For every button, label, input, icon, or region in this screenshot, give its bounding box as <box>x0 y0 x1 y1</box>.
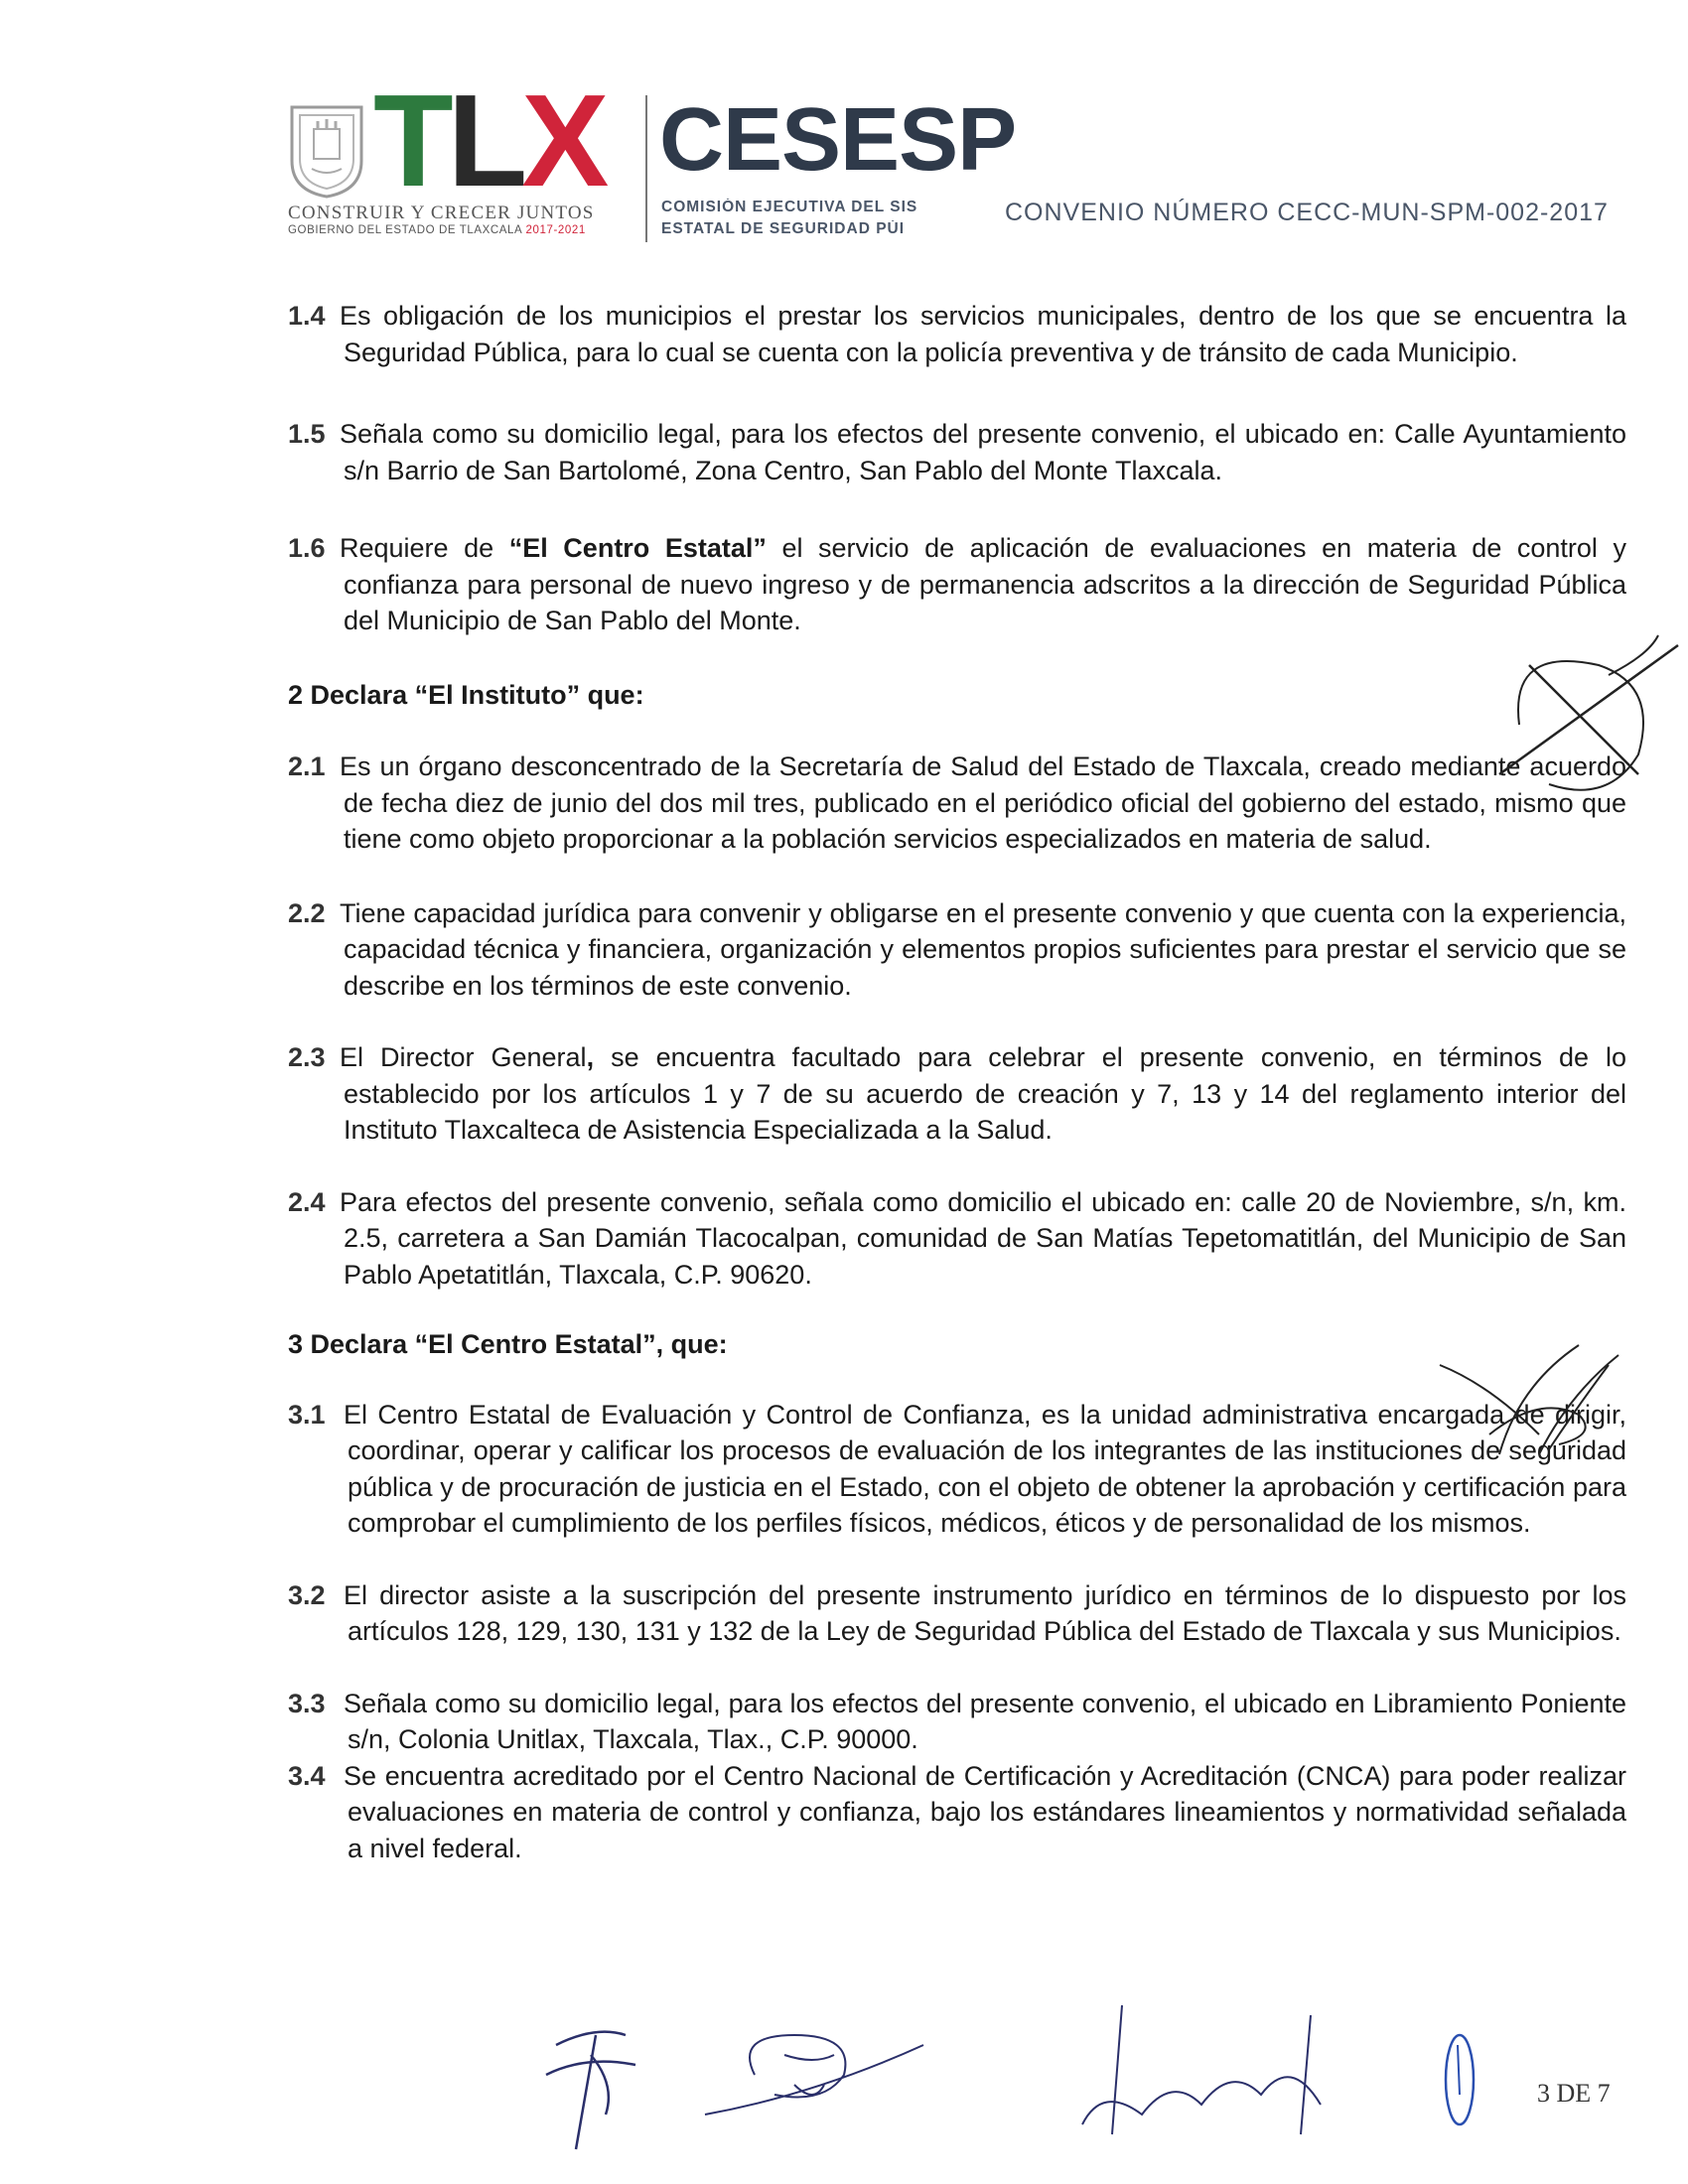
clause-1-4: 1.4 Es obligación de los municipios el prestar los servicios municipales, dentro de los que se encuentra la Seguridad Pública, para lo cual se cuenta con la policía preventiva y de tránsito de cada Municipio. <box>288 301 1626 367</box>
signature-2 <box>695 2015 933 2134</box>
signature-1 <box>536 2015 655 2154</box>
logo-tagline: CONSTRUIR Y CRECER JUNTOS <box>288 203 595 223</box>
clause-3-2: 3.2 El director asiste a la suscripción del presente instrumento jurídico en términos de lo dispuesto por los artículos 128, 129, 130, 131 y 132 de la Ley de Seguridad Pública del Estado de Tlaxcala y sus Municipios. <box>288 1579 1626 1646</box>
clause-3-4: 3.4 Se encuentra acreditado por el Centro Nacional de Certificación y Acreditación (CNCA) para poder realizar evaluaciones en materia de control y confianza, bajo los estándares lineamientos y normatividad señalada a nivel federal. <box>288 1760 1626 1863</box>
clause-2-4: 2.4 Para efectos del presente convenio, señala como domicilio el ubicado en: calle 20 de Noviembre, s/n, km. 2.5, carretera a San Damián Tlacocalpan, comunidad de San Matías Tepetomatitlán, del Municipio de San Pablo Apetatitlán, Tlaxcala, C.P. 90620. <box>288 1186 1626 1290</box>
header-divider <box>645 95 647 242</box>
logo-government-line: GOBIERNO DEL ESTADO DE TLAXCALA 2017-2021 <box>288 224 586 236</box>
convenio-number: CONVENIO NÚMERO CECC-MUN-SPM-002-2017 <box>1005 199 1609 226</box>
document-body <box>288 298 1626 1866</box>
clause-1-5: 1.5 Señala como su domicilio legal, para los efectos del presente convenio, el ubicado en: Calle Ayuntamiento s/n Barrio de San Bartolomé, Zona Centro, San Pablo del Monte Tlaxcala. <box>288 419 1626 485</box>
clause-1-6: 1.6 Requiere de “El Centro Estatal” el servicio de aplicación de evaluaciones en materia de control y confianza para personal de nuevo ingreso y de permanencia adscritos a la dirección de Seguridad Pública del Municipio de San Pablo del Monte. <box>288 533 1626 635</box>
clause-2-3: 2.3 El Director General, se encuentra facultado para celebrar el presente convenio, en términos de lo establecido por los artículos 1 y 7 de su acuerdo de creación y 7, 13 y 14 del reglamento interior del Instituto Tlaxcalteca de Asistencia Especializada a la Salud. <box>288 1042 1626 1145</box>
margin-signature-mark-2 <box>1430 1325 1628 1464</box>
clause-2-1: 2.1 Es un órgano desconcentrado de la Secretaría de Salud del Estado de Tlaxcala, creado mediante acuerdo de fecha diez de junio del dos mil tres, publicado en el periódico oficial del gobierno del estado, mismo que tiene como objeto proporcionar a la población servicios especializados en materia de salud. <box>288 751 1626 854</box>
tlx-logo: TLX <box>373 68 604 213</box>
section-3-heading: 3 Declara “El Centro Estatal”, que: <box>288 1329 728 1359</box>
clause-3-1: 3.1 El Centro Estatal de Evaluación y Control de Confianza, es la unidad administrativa encargada de dirigir, coordinar, operar y calificar los procesos de evaluación de los integrantes de las instituciones de seguridad pública y de procuración de justicia en el Estado, con el objeto de obtener la aprobación y certificación para comprobar el cumplimiento de los perfiles físicos, médicos, éticos y de personalidad de los mismos. <box>288 1399 1626 1538</box>
state-seal-icon <box>288 99 365 199</box>
clause-2-2: 2.2 Tiene capacidad jurídica para convenir y obligarse en el presente convenio y que cuenta con la experiencia, capacidad técnica y financiera, organización y elementos propios suficientes para prestar el servicio que se describe en los términos de este convenio. <box>288 897 1626 1001</box>
page-number: 3 DE 7 <box>1537 2079 1611 2108</box>
margin-signature-mark-1 <box>1489 606 1688 814</box>
section-2-heading: 2 Declara “El Instituto” que: <box>288 679 644 710</box>
cesesp-subtitle-line2: ESTATAL DE SEGURIDAD PÚI <box>661 220 906 237</box>
signature-4 <box>1430 2025 1489 2134</box>
page-header <box>288 68 1618 250</box>
signature-3 <box>1062 1995 1350 2144</box>
cesesp-logo: CESESP <box>659 90 1017 190</box>
cesesp-subtitle-line1: COMISIÓN EJECUTIVA DEL SIS <box>661 199 918 215</box>
clause-3-3: 3.3 Señala como su domicilio legal, para los efectos del presente convenio, el ubicado en Libramiento Poniente s/n, Colonia Unitlax, Tlaxcala, Tlax., C.P. 90000. <box>288 1688 1626 1754</box>
